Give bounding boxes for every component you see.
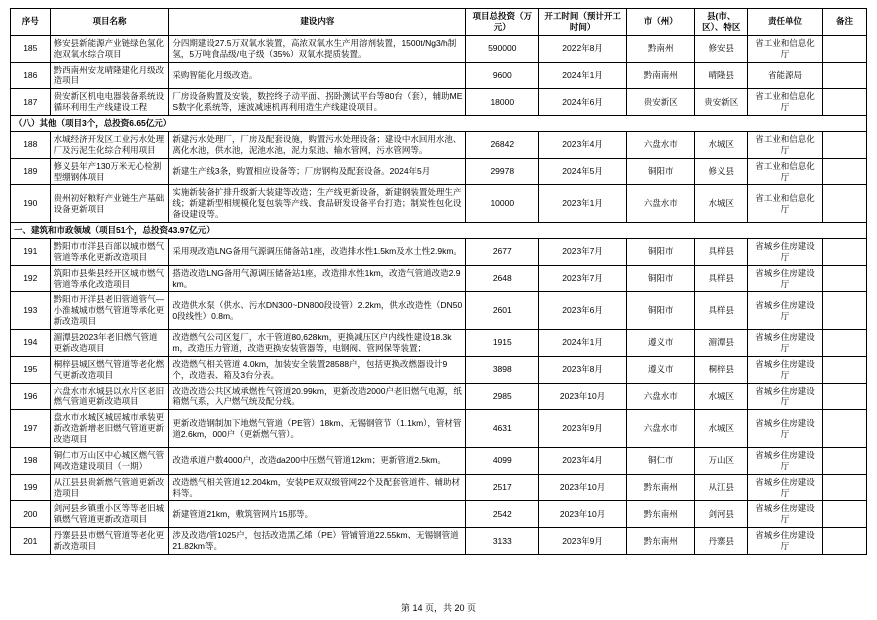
cell-remarks (822, 410, 866, 448)
cell-city: 遵义市 (627, 330, 695, 357)
cell-index: 200 (11, 501, 51, 528)
cell-investment: 4631 (466, 410, 539, 448)
cell-investment: 1915 (466, 330, 539, 357)
cell-index: 201 (11, 528, 51, 555)
cell-county: 具样县 (695, 265, 748, 292)
cell-project-name: 剑河县乡镇重小区等等老旧城镇燃气管道更新改造项目 (50, 501, 169, 528)
cell-remarks (822, 158, 866, 185)
table-row (11, 35, 867, 62)
cell-content: 改造燃气相关管道 4.0km，加装安全装置28588户，包括更换改燃器设计9个，改造表、箱及3台分表。 (169, 356, 466, 383)
cell-investment: 18000 (466, 89, 539, 116)
cell-project-name: 贵安新区机电电器装备系统设循环利用生产线建设工程 (50, 89, 169, 116)
cell-start-time: 2024年5月 (539, 158, 627, 185)
table-row (11, 383, 867, 410)
cell-county: 具样县 (695, 238, 748, 265)
cell-index: 198 (11, 447, 51, 474)
cell-county: 剑河县 (695, 501, 748, 528)
cell-project-name: 贵州初好粮籽产业链生产基础设备更新项目 (50, 185, 169, 223)
cell-remarks (822, 35, 866, 62)
cell-remarks (822, 356, 866, 383)
cell-investment: 29978 (466, 158, 539, 185)
cell-responsible-unit: 省城乡住房建设厅 (748, 410, 823, 448)
cell-index: 199 (11, 474, 51, 501)
table-row (11, 292, 867, 330)
cell-index: 185 (11, 35, 51, 62)
cell-responsible-unit: 省城乡住房建设厅 (748, 265, 823, 292)
cell-county: 具样县 (695, 292, 748, 330)
cell-county: 万山区 (695, 447, 748, 474)
cell-start-time: 2024年1月 (539, 330, 627, 357)
cell-index: 190 (11, 185, 51, 223)
cell-project-name: 修安县新能源产业链绿色氢化泡双氧水综合项目 (50, 35, 169, 62)
cell-remarks (822, 89, 866, 116)
cell-index: 197 (11, 410, 51, 448)
cell-remarks (822, 292, 866, 330)
table-row (11, 330, 867, 357)
section-label: 一、建筑和市政领域（项目51个，总投资43.97亿元） (11, 223, 867, 239)
table-row (11, 131, 867, 158)
table-row (11, 265, 867, 292)
cell-investment: 3898 (466, 356, 539, 383)
cell-remarks (822, 447, 866, 474)
cell-city: 六盘水市 (627, 185, 695, 223)
section-label: （八）其他（项目3个，总投资6.65亿元） (11, 116, 867, 132)
page-footer: 第 14 页，共 20 页 (400, 603, 477, 613)
cell-content: 更新改造钢制加下地燃气管道（PE管）18km、无锡钢管节（1.1km），管材管道2.6km，000户（更新燃气管）。 (169, 410, 466, 448)
cell-start-time: 2023年6月 (539, 292, 627, 330)
cell-county: 湄潭县 (695, 330, 748, 357)
table-row (11, 501, 867, 528)
cell-index: 191 (11, 238, 51, 265)
table-row (11, 62, 867, 89)
cell-responsible-unit: 省工业和信息化厅 (748, 35, 823, 62)
cell-index: 196 (11, 383, 51, 410)
cell-project-name: 湄潭县2023年老旧燃气管道更新改造项目 (50, 330, 169, 357)
cell-investment: 4099 (466, 447, 539, 474)
table-row (11, 410, 867, 448)
cell-remarks (822, 62, 866, 89)
cell-project-name: 铜仁市万山区中心城区燃气管网改造建设项目（一期） (50, 447, 169, 474)
cell-city: 黔南州 (627, 35, 695, 62)
cell-city: 铜阳市 (627, 292, 695, 330)
cell-county: 修安县 (695, 35, 748, 62)
project-table (10, 8, 867, 555)
cell-start-time: 2023年10月 (539, 383, 627, 410)
cell-start-time: 2024年1月 (539, 62, 627, 89)
cell-content: 采购智能化月级改造。 (169, 62, 466, 89)
table-row (11, 528, 867, 555)
col-header-project-name: 项目名称 (50, 9, 169, 36)
cell-project-name: 六盘水市水城县以水片区老旧燃气管道更新改造项目 (50, 383, 169, 410)
cell-project-name: 黔阳市开洋县老旧管道管气—小淮城城市燃气管道等承化更新改造项目 (50, 292, 169, 330)
cell-start-time: 2024年6月 (539, 89, 627, 116)
cell-county: 晴隆县 (695, 62, 748, 89)
cell-investment: 2677 (466, 238, 539, 265)
cell-project-name: 修义县年产130万米无心检割型绷钢体项目 (50, 158, 169, 185)
cell-start-time: 2023年10月 (539, 501, 627, 528)
cell-content: 分四期建设27.5万双氧水装置，高浓双氧水生产用溶剂装置，1500t/Ng3/h制氢，5万吨食品级/电子级（35%）双氧水提质装置。 (169, 35, 466, 62)
col-header-responsible-unit: 责任单位 (748, 9, 823, 36)
cell-content: 厂房设备购置及安装，数控终子动平面、拐卧测试平台等80台（套），辅助MES数字化系统等，速波减速机再利用造生产线建设项目。 (169, 89, 466, 116)
cell-index: 193 (11, 292, 51, 330)
table-row (11, 356, 867, 383)
cell-start-time: 2023年10月 (539, 474, 627, 501)
cell-content: 改造承道户数4000户，改造da200中压燃气管道12km；更新管道2.5km。 (169, 447, 466, 474)
cell-project-name: 从江县县贵新燃气管道更新改造项目 (50, 474, 169, 501)
cell-investment: 10000 (466, 185, 539, 223)
cell-investment: 9600 (466, 62, 539, 89)
cell-index: 189 (11, 158, 51, 185)
cell-investment: 590000 (466, 35, 539, 62)
cell-county: 贵安新区 (695, 89, 748, 116)
cell-remarks (822, 528, 866, 555)
cell-city: 铜仁市 (627, 447, 695, 474)
cell-responsible-unit: 省工业和信息化厅 (748, 185, 823, 223)
cell-project-name: 黔阳市市洋县百部以城市燃气管道等承化更新改造项目 (50, 238, 169, 265)
cell-city: 黔东南州 (627, 528, 695, 555)
cell-start-time: 2022年8月 (539, 35, 627, 62)
cell-remarks (822, 185, 866, 223)
cell-responsible-unit: 省城乡住房建设厅 (748, 292, 823, 330)
table-row (11, 474, 867, 501)
cell-investment: 26842 (466, 131, 539, 158)
cell-index: 195 (11, 356, 51, 383)
cell-project-name: 桐梓县城区燃气管道等老化燃气更新改造项目 (50, 356, 169, 383)
cell-county: 修义县 (695, 158, 748, 185)
cell-content: 新建生产线3条，购置相应设备等；厂房钢构及配套设备。2024年5月 (169, 158, 466, 185)
cell-investment: 2601 (466, 292, 539, 330)
cell-start-time: 2023年7月 (539, 265, 627, 292)
cell-project-name: 盘水市水城区城居城市承装更新改造新增老旧燃气管道更新改造项目 (50, 410, 169, 448)
cell-remarks (822, 474, 866, 501)
table-row (11, 185, 867, 223)
cell-content: 采用现改造LNG备用气源调压储备站1座，改造排水性1.5km及水土性2.9km。 (169, 238, 466, 265)
cell-responsible-unit: 省工业和信息化厅 (748, 89, 823, 116)
cell-responsible-unit: 省城乡住房建设厅 (748, 238, 823, 265)
cell-remarks (822, 383, 866, 410)
cell-city: 黔东南州 (627, 501, 695, 528)
cell-content: 改造改造公共区域承燃性气管道20.99km，更新改造2000户老旧燃气电源，纸箱燃气系，入户燃气统及配分线。 (169, 383, 466, 410)
cell-responsible-unit: 省城乡住房建设厅 (748, 474, 823, 501)
table-row (11, 238, 867, 265)
cell-responsible-unit: 省城乡住房建设厅 (748, 528, 823, 555)
cell-county: 从江县 (695, 474, 748, 501)
cell-index: 187 (11, 89, 51, 116)
cell-responsible-unit: 省工业和信息化厅 (748, 158, 823, 185)
cell-content: 涉及改造/管1025户，包括改造黑乙烯（PE）管铺管道22.55km、无锡钢管道21.82km等。 (169, 528, 466, 555)
cell-county: 丹寨县 (695, 528, 748, 555)
col-header-content: 建设内容 (169, 9, 466, 36)
cell-remarks (822, 238, 866, 265)
cell-investment: 2985 (466, 383, 539, 410)
cell-county: 水城区 (695, 383, 748, 410)
cell-content: 新建污水处理厂，厂房及配套设施，购置污水处理设备；建设中水回用水池、离化水池，供水池，泥池水池，泥力泵池、输水管网，污水管网等。 (169, 131, 466, 158)
table-header (11, 9, 867, 36)
cell-remarks (822, 131, 866, 158)
cell-responsible-unit: 省城乡住房建设厅 (748, 383, 823, 410)
cell-project-name: 筑阳市县柴县经开区城市燃气管道等承化改造项目 (50, 265, 169, 292)
header-row (11, 9, 867, 36)
cell-city: 六盘水市 (627, 383, 695, 410)
cell-project-name: 水城经济开发区工业污水处理厂及污泥生化综合利用项目 (50, 131, 169, 158)
table-section-row (11, 223, 867, 239)
cell-responsible-unit: 省城乡住房建设厅 (748, 447, 823, 474)
cell-start-time: 2023年7月 (539, 238, 627, 265)
cell-start-time: 2023年8月 (539, 356, 627, 383)
cell-remarks (822, 501, 866, 528)
cell-city: 铜阳市 (627, 158, 695, 185)
cell-city: 铜阳市 (627, 265, 695, 292)
col-header-investment: 项目总投资（万元） (466, 9, 539, 36)
cell-county: 桐梓县 (695, 356, 748, 383)
cell-investment: 3133 (466, 528, 539, 555)
col-header-city: 市（州） (627, 9, 695, 36)
table-row (11, 158, 867, 185)
col-header-county: 县(市、区）、特区 (695, 9, 748, 36)
col-header-index: 序号 (11, 9, 51, 36)
table-body (11, 35, 867, 554)
cell-project-name: 黔西南州安龙晴隆建化月级改造项目 (50, 62, 169, 89)
cell-city: 黔南南州 (627, 62, 695, 89)
cell-responsible-unit: 省城乡住房建设厅 (748, 330, 823, 357)
cell-start-time: 2023年4月 (539, 131, 627, 158)
cell-city: 贵安新区 (627, 89, 695, 116)
cell-investment: 2517 (466, 474, 539, 501)
cell-start-time: 2023年1月 (539, 185, 627, 223)
cell-project-name: 丹寨县县市燃气管道等老化更新改造项目 (50, 528, 169, 555)
cell-city: 遵义市 (627, 356, 695, 383)
cell-responsible-unit: 省城乡住房建设厅 (748, 501, 823, 528)
cell-county: 水城区 (695, 131, 748, 158)
cell-remarks (822, 330, 866, 357)
cell-index: 186 (11, 62, 51, 89)
cell-start-time: 2023年9月 (539, 528, 627, 555)
cell-remarks (822, 265, 866, 292)
col-header-remarks: 备注 (822, 9, 866, 36)
cell-responsible-unit: 省工业和信息化厅 (748, 131, 823, 158)
cell-index: 194 (11, 330, 51, 357)
cell-content: 新建管道21km，敷筑管网片15那等。 (169, 501, 466, 528)
cell-investment: 2648 (466, 265, 539, 292)
cell-content: 改造供水泵（供水、污水DN300~DN800段设管）2.2km，供水改造性（DN500段线性）0.8m。 (169, 292, 466, 330)
cell-investment: 2542 (466, 501, 539, 528)
cell-county: 水城区 (695, 185, 748, 223)
table-row (11, 447, 867, 474)
cell-county: 水城区 (695, 410, 748, 448)
cell-start-time: 2023年9月 (539, 410, 627, 448)
cell-content: 改造燃气相关管道12.204km，安装PE双双级管网22个及配套管道件、辅助材料等。 (169, 474, 466, 501)
cell-content: 实施新装备扩排升级新大装建等改造；生产线更新设备，新建钢装置处理生产线；新建新型相规模化复包装等产线、食品研发设备平台打造；制炭性包化设备设建设等。 (169, 185, 466, 223)
cell-responsible-unit: 省能源局 (748, 62, 823, 89)
cell-index: 192 (11, 265, 51, 292)
cell-start-time: 2023年4月 (539, 447, 627, 474)
cell-content: 搭造改造LNG备用气源调压储备站1座，改造排水性1km，改造气管道改造2.9km。 (169, 265, 466, 292)
cell-city: 六盘水市 (627, 410, 695, 448)
cell-city: 六盘水市 (627, 131, 695, 158)
cell-city: 铜阳市 (627, 238, 695, 265)
table-section-row (11, 116, 867, 132)
cell-content: 改造燃气公司区复厂，水干管道80,628km，更换减压区户内线性建设18.3km，改造压力管道，改造更换安装管器等，电钢阀、管网保等装置； (169, 330, 466, 357)
table-row (11, 89, 867, 116)
cell-city: 黔东南州 (627, 474, 695, 501)
cell-responsible-unit: 省城乡住房建设厅 (748, 356, 823, 383)
col-header-start-time: 开工时间（预计开工时间） (539, 9, 627, 36)
cell-index: 188 (11, 131, 51, 158)
